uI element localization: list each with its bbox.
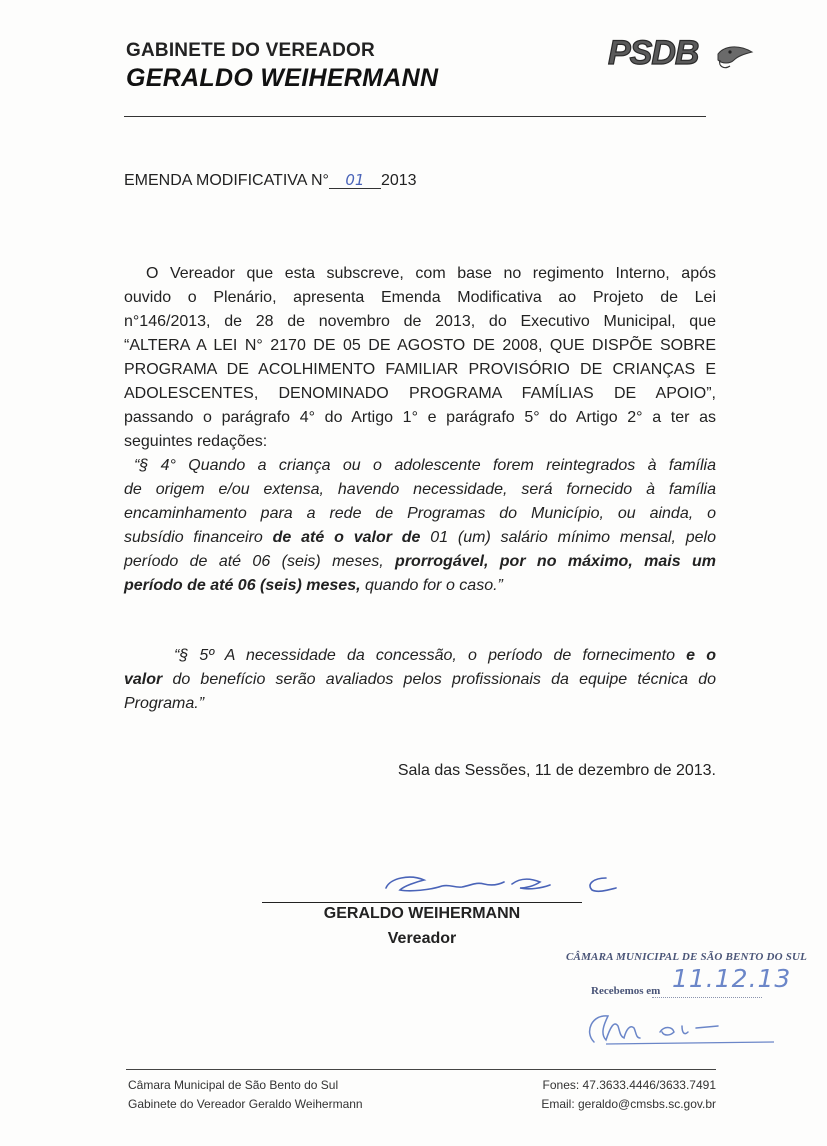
- signatory-name: GERALDO WEIHERMANN: [323, 905, 521, 922]
- office-title: GABINETE DO VEREADOR: [126, 40, 375, 61]
- quote-line: “§ 4° Quando a criança ou o adolescente forem reintegrados à família: [134, 457, 716, 474]
- paragraph-line: ouvido o Plenário, apresenta Emenda Modificativa ao Projeto de Lei: [124, 289, 716, 306]
- footer-email: Email: geraldo@cmsbs.sc.gov.br: [541, 1097, 716, 1111]
- header-rule: [124, 116, 706, 117]
- signature-line: [262, 902, 582, 903]
- footer-office: Gabinete do Vereador Geraldo Weihermann: [128, 1097, 363, 1111]
- quote-text: 01 (um) salário mínimo mensal, pelo: [420, 529, 717, 546]
- paragraph-line: seguintes redações:: [124, 433, 268, 450]
- paragraph-line: passando o parágrafo 4° do Artigo 1° e parágrafo 5° do Artigo 2° a ter as: [124, 409, 716, 426]
- footer-rule: [126, 1069, 716, 1070]
- receipt-stamp-title: CÂMARA MUNICIPAL DE SÃO BENTO DO SUL: [566, 951, 808, 963]
- paragraph-line: PROGRAMA DE ACOLHIMENTO FAMILIAR PROVISÓRIO DE CRIANÇAS E: [124, 361, 716, 378]
- quote-text: do benefício serão avaliados pelos profissionais da equipe técnica do: [162, 671, 716, 688]
- paragraph-line: n°146/2013, de 28 de novembro de 2013, do Executivo Municipal, que: [124, 313, 716, 330]
- receipt-initials: [578, 1002, 778, 1050]
- quote-line: encaminhamento para a rede de Programas do Município, ou ainda, o: [124, 505, 716, 522]
- handwritten-signature: [380, 860, 620, 900]
- quote-bold-text: prorrogável, por no máximo, mais um: [395, 553, 716, 570]
- quote-line: [124, 526, 716, 550]
- quote-line: de origem e/ou extensa, havendo necessidade, será fornecido à família: [124, 481, 716, 498]
- psdb-logo: [606, 30, 756, 76]
- paragraph-line: “ALTERA A LEI N° 2170 DE 05 DE AGOSTO DE 2008, QUE DISPÕE SOBRE: [124, 337, 716, 354]
- paragraph-line: ADOLESCENTES, DENOMINADO PROGRAMA FAMÍLIAS DE APOIO”,: [124, 385, 716, 402]
- quote-line: [124, 644, 716, 668]
- paragraph-line: O Vereador que esta subscreve, com base no regimento Interno, após: [146, 265, 716, 282]
- intro-paragraph: [124, 262, 716, 454]
- amendment-heading: [124, 172, 417, 190]
- psdb-logo-text: PSDB: [608, 34, 699, 72]
- receipt-stamp-dotted-line: [652, 997, 762, 998]
- quote-line: Programa.”: [124, 695, 205, 712]
- quote-line: [124, 668, 716, 692]
- quote-text: “§ 5º A necessidade da concessão, o período de fornecimento: [174, 647, 687, 664]
- quote-line: [124, 550, 716, 574]
- footer-chamber: Câmara Municipal de São Bento do Sul: [128, 1078, 339, 1092]
- session-date: Sala das Sessões, 11 de dezembro de 2013.: [397, 762, 716, 779]
- councilman-name-header: GERALDO WEIHERMANN: [126, 64, 439, 92]
- quote-text: quando for o caso.”: [360, 577, 503, 594]
- quote-text: período de até 06 (seis) meses,: [124, 553, 396, 570]
- quote-text: subsídio financeiro: [124, 529, 273, 546]
- receipt-stamp-date: 11.12.13: [672, 964, 792, 993]
- quote-bold-text: e o: [686, 647, 716, 664]
- amendment-number: 01: [329, 173, 381, 189]
- paragraph-5-quote: [124, 644, 716, 716]
- receipt-stamp-label: Recebemos em: [591, 985, 661, 997]
- quote-line: [124, 574, 716, 598]
- toucan-icon: [718, 47, 752, 68]
- signatory-role: Vereador: [387, 930, 457, 947]
- quote-bold-text: período de até 06 (seis) meses,: [124, 577, 361, 594]
- amendment-prefix: EMENDA MODIFICATIVA N°: [124, 172, 329, 189]
- quote-bold-text: valor: [124, 671, 163, 688]
- amendment-year: 2013: [380, 172, 417, 189]
- footer-phones: Fones: 47.3633.4446/3633.7491: [542, 1078, 716, 1092]
- quote-bold-text: de até o valor de: [272, 529, 421, 546]
- paragraph-4-quote: [124, 454, 716, 598]
